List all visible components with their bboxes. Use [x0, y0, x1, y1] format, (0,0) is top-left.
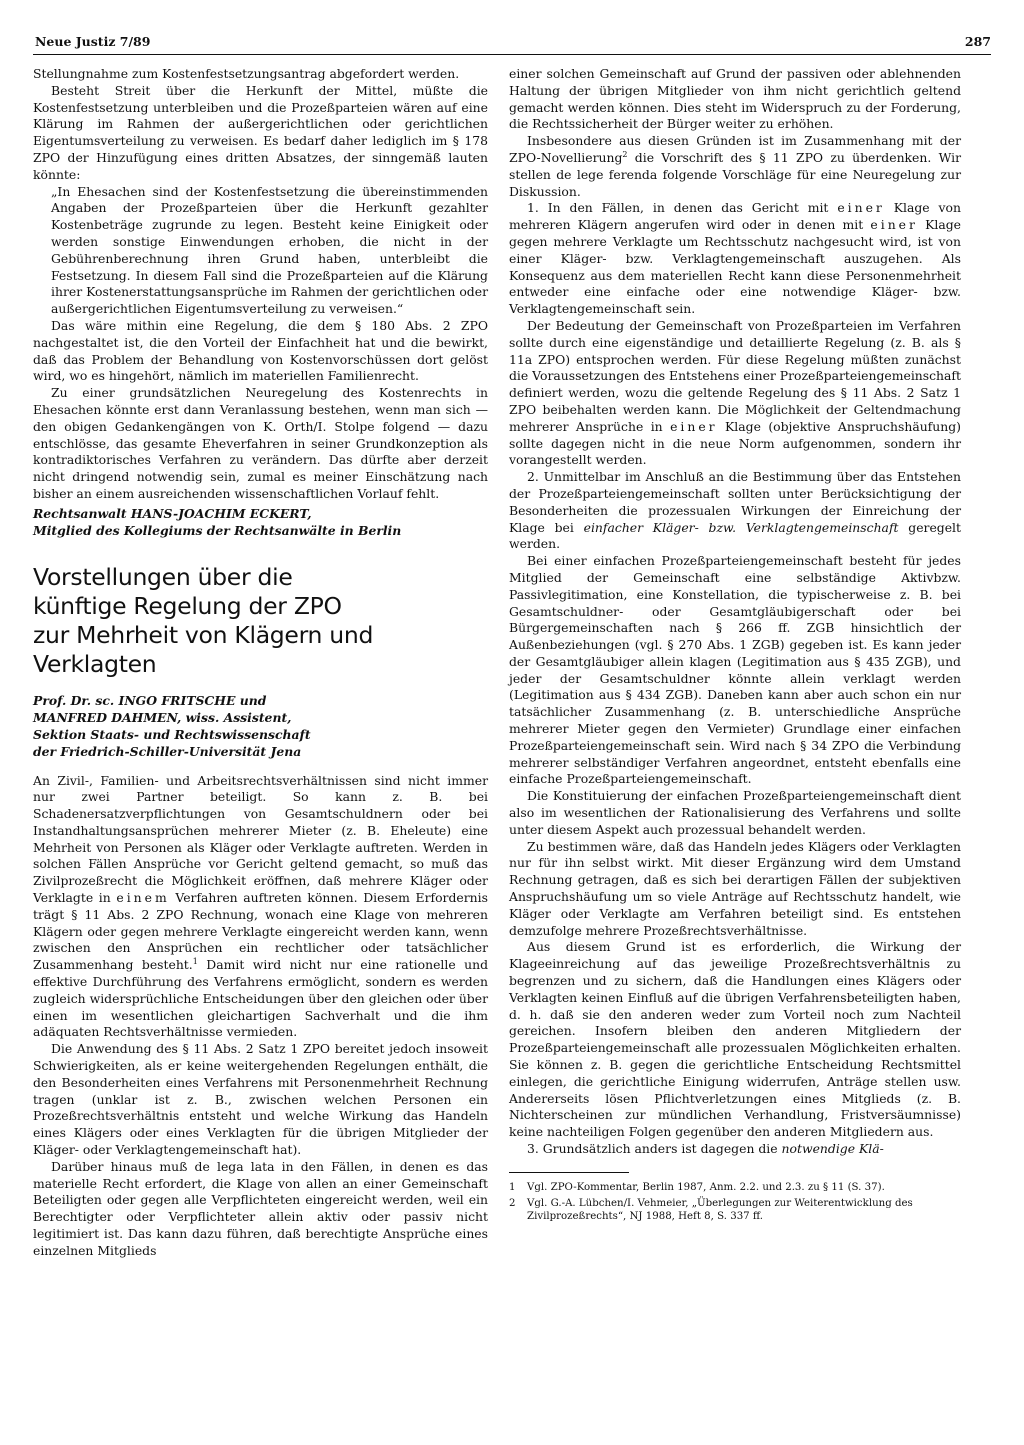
spaced-emphasis: einer — [837, 200, 885, 216]
italic-term: einfacher Kläger- bzw. Verklagtengemeinschaft — [583, 519, 899, 535]
paragraph: Zu einer grundsätzlichen Neuregelung des Kostenrechts in Ehesachen könnte erst dann Veranlassung bestehen, wenn man sich — den obigen Gedankengängen von K. Orth/I. Stolpe folgend — dazu entschlösse, das gesamte Eheverfahren in seiner Grundkonzeption als kontradiktorisches Verfahren zu verändern. Das dürfte aber derzeit nicht dringend notwendig sein, zumal es meiner Einschätzung nach bisher an einem ausreichenden wissenschaftlichen Vorlauf fehlt. — [33, 385, 488, 501]
signature-name: Rechtsanwalt HANS-JOACHIM ECKERT, — [33, 505, 312, 521]
paragraph: Stellungnahme zum Kostenfestsetzungsantrag abgefordert werden. — [33, 66, 460, 81]
author-line: der Friedrich-Schiller-Universität Jena — [33, 743, 302, 759]
paragraph: Besteht Streit über die Herkunft der Mittel, müßte die Kostenfestsetzung unterbleiben und die Prozeßparteien wären auf eine Klärung im Rahmen der außergerichtlichen oder gerichtlichen Eigentumsverteilung zu verweisen. Es bedarf daher lediglich im § 178 ZPO der Hinzufügung eines dritten Absatzes, der sinngemäß lauten könnte: — [33, 82, 488, 182]
page-number: 287 — [964, 34, 991, 49]
italic-term: notwendige Klä- — [781, 1141, 884, 1156]
paragraph: Darüber hinaus muß de lega lata in den Fällen, in denen es das materielle Recht erfordert, die Klage von allen an einer Gemeinschaft Beteiligten oder gegen alle Verpflichteten eingereicht werden, weil ein Berechtigter oder Verpflichteter allein aktiv oder passiv nicht legitimiert ist. Das kann dazu führen, daß berechtigte Ansprüche eines einzelnen Mitglieds — [33, 1158, 488, 1258]
paragraph: Das wäre mithin eine Regelung, die dem § 180 Abs. 2 ZPO nachgestaltet ist, die den Vorteil der Einfachheit hat und die bewirkt, daß das Problem der Behandlung von Kostenvorschüssen dort gelöst wird, wo es hingehört, nämlich im materiellen Familienrecht. — [33, 317, 488, 384]
footnote-number: 2 — [509, 1197, 516, 1209]
footnote-divider — [509, 1172, 629, 1173]
journal-issue: Neue Justiz 7/89 — [35, 34, 151, 49]
paragraph: Aus diesem Grund ist es erforderlich, die Wirkung der Klageeinreichung auf das jeweilige Prozeßrechtsverhältnis zu begrenzen und zu sichern, daß die Handlungen eines Klägers oder Verklagten keinen Einfluß auf die übrigen Verfahrensbeteiligten haben, d. h. daß sie den anderen weder zum Vorteil noch zum Nachteil gereichen. Insofern bleiben den anderen Mitgliedern der Prozeßparteiengemeinschaft alle prozessualen Möglichkeiten erhalten. Sie können z. B. gegen die gerichtliche Entscheidung Rechtsmittel einlegen, die gerichtliche Einigung widerrufen, Anträge stellen usw. Andererseits lösen Pflichtverletzungen eines Mitglieds (z. B. Nichterscheinen zur mündlichen Verhandlung, Fristversäumnisse) keine nachteiligen Folgen gegenüber den anderen Mitgliedern aus. — [509, 939, 961, 1140]
paragraph: Insbesondere aus diesen Gründen ist im Zusammenhang mit der ZPO-Novellierung$^2$ die Vorschrift des § 11 ZPO zu überdenken. Wir stellen de lege ferenda folgende Vorschläge für eine Neuregelung zur Diskussion. — [509, 133, 961, 199]
footnote-text: Vgl. G.-A. Lübchen/I. Vehmeier, „Überlegungen zur Weiterentwicklung des Zivilprozeßrechts“, NJ 1988, Heft 8, S. 337 ff. — [527, 1197, 913, 1222]
paragraph: An Zivil-, Familien- und Arbeitsrechtsverhältnissen sind nicht immer nur zwei Partner beteiligt. So kann z. B. bei Schadenersatzverpflichtungen von Gesamtschuldnern oder bei Instandhaltungsansprüchen mehrerer Mieter (z. B. Eheleute) eine Mehrheit von Personen als Kläger oder Verklagte auftreten. Werden in solchen Fällen Ansprüche vor Gericht geltend gemacht, so muß das Zivilprozeßrecht die Möglichkeit eröffnen, daß mehrere Kläger oder Verklagte in einem Verfahren auftreten können. Diesem Erfordernis trägt § 11 Abs. 2 ZPO Rechnung, wonach eine Klage von mehreren Klägern oder gegen mehrere Verklagte eingereicht werden kann, wenn zwischen den Ansprüchen ein rechtlicher oder tatsächlicher Zusammenhang besteht.$^1$ Damit wird nicht nur eine rationelle und effektive Durchführung des Verfahrens ermöglicht, sondern es werden zugleich widersprüchliche Entscheidungen über den gleichen oder über einen im wesentlichen gleichartigen Sachverhalt und die ihm adäquaten Rechtsverhältnisse vermieden. — [33, 772, 489, 1040]
title-line: künftige Regelung der ZPO — [33, 592, 342, 621]
paragraph: 3. Grundsätzlich anders ist dagegen die notwendige Klä- — [527, 1141, 884, 1156]
title-line: Vorstellungen über die — [33, 563, 293, 592]
article-title — [33, 563, 488, 679]
footnote-text: Vgl. ZPO-Kommentar, Berlin 1987, Anm. 2.2. und 2.3. zu § 11 (S. 37). — [527, 1181, 885, 1193]
author-line: Prof. Dr. sc. INGO FRITSCHE und — [33, 693, 267, 709]
page-header — [33, 34, 991, 55]
footnote — [509, 1181, 961, 1194]
paragraph: 2. Unmittelbar im Anschluß an die Bestimmung über das Entstehen der Prozeßparteiengemeinschaft sollten unter Berücksichtigung der Besonderheiten die prozessualen Wirkungen der Einreichung der Klage bei einfacher Kläger- bzw. Verklagtengemeinschaft geregelt werden. — [509, 469, 962, 552]
paragraph: Bei einer einfachen Prozeßparteiengemeinschaft besteht für jedes Mitglied der Gemeinschaft eine selbständige Aktivbzw. Passivlegitimation, eine Konstellation, die typischerweise z. B. bei Gesamtschuldner- oder Gesamtgläubigerschaft oder bei Bürgergemeinschaften nach § 266 ff. ZGB hinsichtlich der Außenbeziehungen (vgl. § 270 Abs. 1 ZGB) gegeben ist. Es kann jeder der Gesamtgläubiger allein klagen (Legitimation aus § 435 ZGB), und jeder der Gesamtschuldner könnte allein verklagt werden (Legitimation aus § 434 ZGB). Daneben kann aber auch schon ein nur tatsächlicher Zusammenhang (z. B. unterschiedliche Ansprüche mehrerer Mieter gegen den Vermieter) Grundlage einer einfachen Prozeßparteiengemeinschaft sein. Wird nach § 34 ZPO die Verbindung mehrerer selbständiger Verfahren angeordnet, entsteht ebenfalls eine einfache Prozeßparteiengemeinschaft. — [509, 553, 961, 787]
footnote-ref: 2 — [622, 149, 628, 159]
signature-affiliation: Mitglied des Kollegiums der Rechtsanwälte in Berlin — [33, 522, 402, 538]
paragraph: Die Konstituierung der einfachen Prozeßparteiengemeinschaft dient also im wesentlichen der Rationalisierung des Verfahrens und sollte unter diesem Aspekt auch prozessual behandelt werden. — [509, 788, 961, 837]
left-column — [33, 66, 488, 1260]
footnote — [509, 1197, 961, 1223]
paragraph: Die Anwendung des § 11 Abs. 2 Satz 1 ZPO bereitet jedoch insoweit Schwierigkeiten, als er keine weitergehenden Regelungen enthält, die den Besonderheiten eines Verfahrens mit Personenmehrheit Rechnung tragen (unklar ist z. B., zwischen welchen Personen ein Prozeßrechtsverhältnis entsteht und welche Wirkung das Handeln eines Klägers oder eines Verklagten für die übrigen Mitglieder der Kläger- oder Verklagtengemeinschaft hat). — [33, 1041, 488, 1158]
footnote-number: 1 — [509, 1181, 516, 1193]
paragraph: 1. In den Fällen, in denen das Gericht mit einer Klage von mehreren Klägern angerufen wird oder in denen mit einer Klage gegen mehrere Verklagte um Rechtsschutz nachgesucht wird, ist von einer Kläger- bzw. Verklagtengemeinschaft auszugehen. Als Konsequenz aus dem materiellen Recht kann diese Personenmehrheit entweder eine einfache oder eine notwendige Kläger- bzw. Verklagtengemeinschaft sein. — [509, 200, 961, 317]
article-authors — [33, 693, 488, 760]
spaced-emphasis: einer — [870, 217, 918, 233]
block-quote: „In Ehesachen sind der Kostenfestsetzung die übereinstimmenden Angaben der Prozeßparteien über die Herkunft gezahlter Kostenbeträge zugrunde zu legen. Besteht keine Einigkeit oder werden sonstige Einwendungen erhoben, die nicht in der Gebührenberechnung ihren Grund haben, unterbleibt die Festsetzung. In diesem Fall sind die Prozeßparteien auf die Klärung ihrer Kostenerstattungsansprüche im Rahmen der gerichtlichen oder außergerichtlichen Eigentumsverteilung zu verweisen.“ — [51, 183, 488, 317]
right-column — [509, 66, 961, 1226]
author-signature — [33, 506, 488, 540]
title-line: zur Mehrheit von Klägern und Verklagten — [33, 621, 374, 679]
footnote-ref: 1 — [192, 957, 198, 967]
author-line: MANFRED DAHMEN, wiss. Assistent, — [33, 710, 292, 726]
paragraph: Zu bestimmen wäre, daß das Handeln jedes Klägers oder Verklagten nur für ihn selbst wirkt. Mit dieser Ergänzung wird dem Umstand Rechnung getragen, daß es sich bei derartigen Fällen der subjektiven Anspruchshäufung um so viele Anträge auf Rechtsschutz handelt, wie Kläger oder Verklagte am Verfahren beteiligt sind. Es entstehen demzufolge mehrere Prozeßrechtsverhältnisse. — [509, 838, 961, 938]
spaced-emphasis: einem — [116, 890, 170, 906]
spaced-emphasis: einer — [670, 418, 718, 434]
paragraph: Der Bedeutung der Gemeinschaft von Prozeßparteien im Verfahren sollte durch eine eigenständige und detaillierte Regelung (z. B. als § 11a ZPO) entsprochen werden. Für diese Regelung müßten zunächst die Voraussetzungen des Entstehens einer Prozeßparteiengemeinschaft definiert werden, wozu die geltende Regelung des § 11 Abs. 2 Satz 1 ZPO beibehalten werden kann. Die Möglichkeit der Geltendmachung mehrerer Ansprüche in einer Klage (objektive Anspruchshäufung) sollte dagegen nicht in die neue Norm aufgenommen, sondern ihr vorangestellt werden. — [509, 317, 961, 468]
paragraph: einer solchen Gemeinschaft auf Grund der passiven oder ablehnenden Haltung der übrigen Mitglieder von ihm nicht gerichtlich geltend gemacht werden können. Dies steht im Widerspruch zu der Forderung, die Rechtssicherheit der Bürger weiter zu erhöhen. — [509, 66, 961, 132]
author-line: Sektion Staats- und Rechtswissenschaft — [33, 726, 311, 742]
